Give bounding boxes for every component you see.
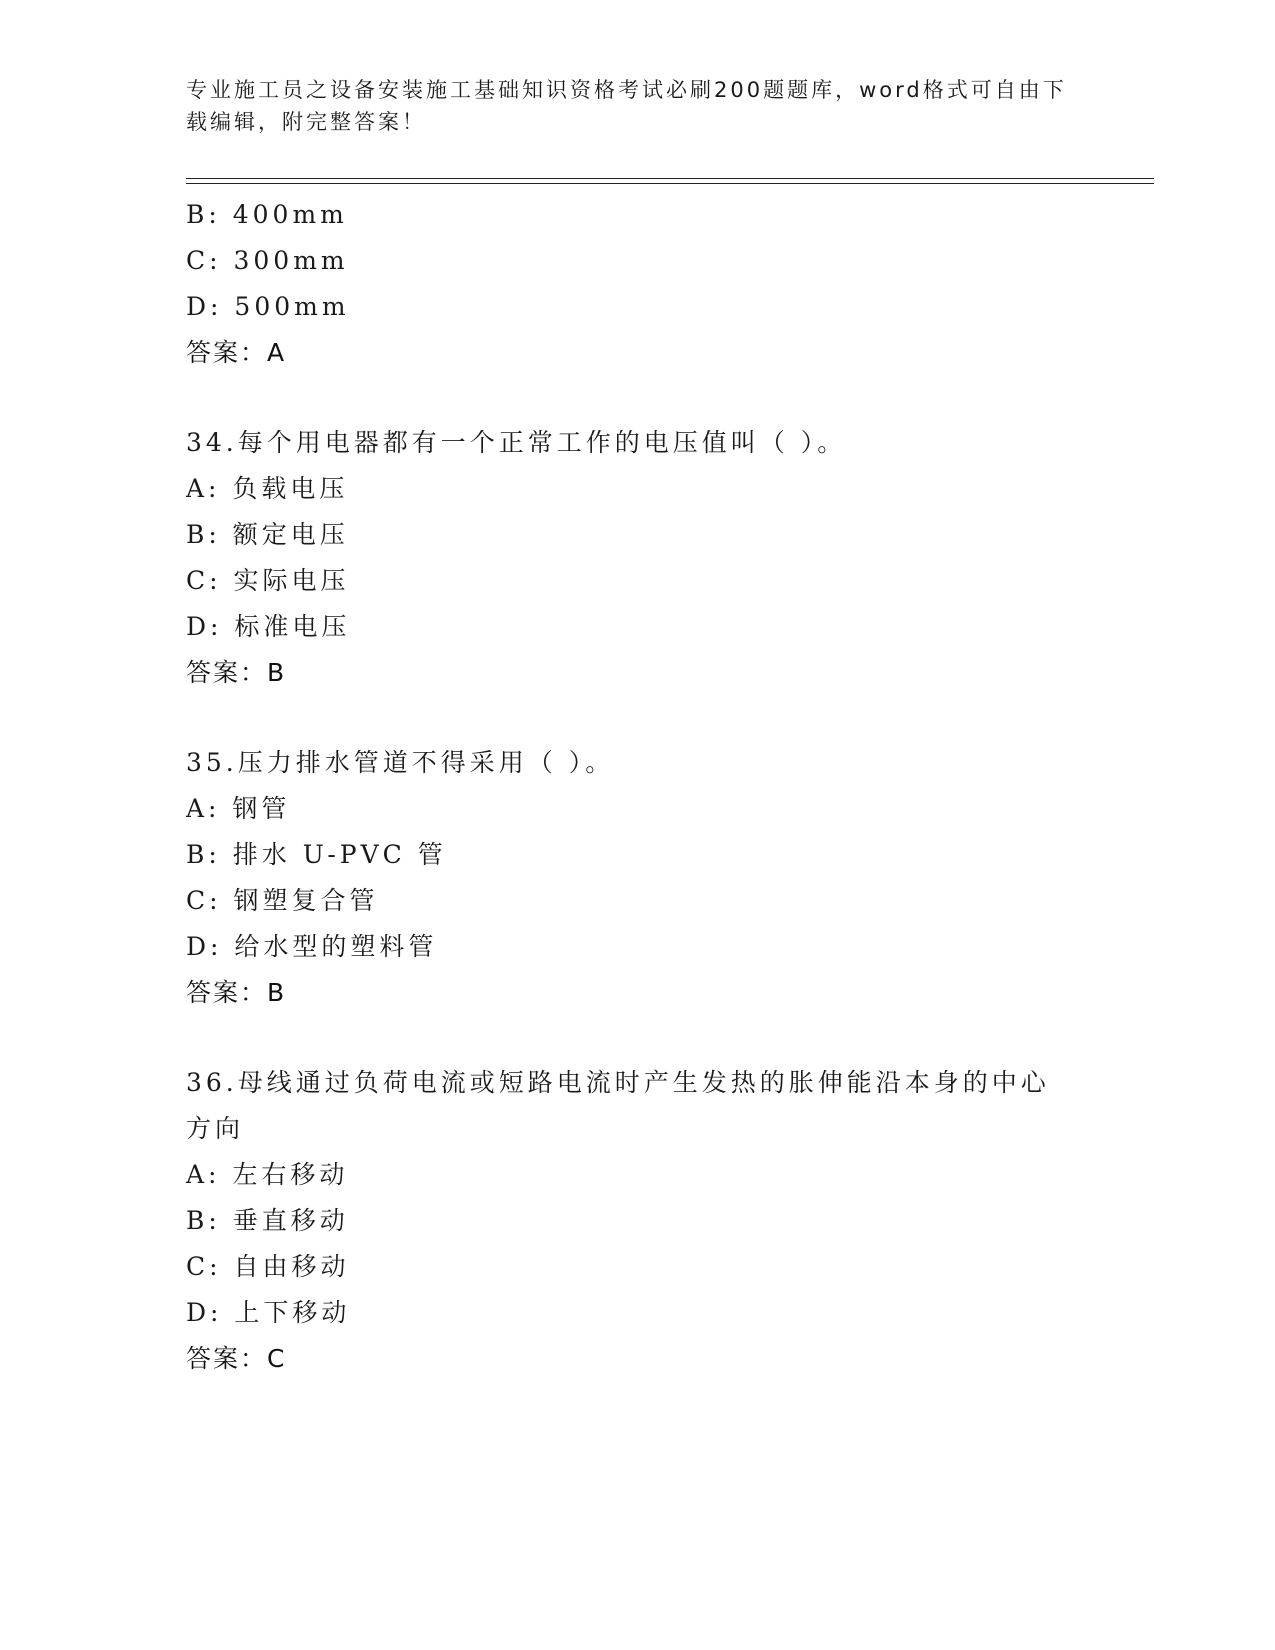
option-b: B: 400mm (186, 200, 348, 229)
answer-label: 答案：A (186, 338, 287, 367)
option-a: A: 左右移动 (186, 1160, 349, 1189)
question-text: 34.每个用电器都有一个正常工作的电压值叫（ ）。 (186, 428, 847, 457)
question-list (186, 192, 1086, 1382)
option-d: D: 500mm (186, 292, 350, 321)
option-a: A: 负载电压 (186, 474, 349, 503)
question-block-35 (186, 740, 1086, 1016)
option-b: B: 额定电压 (186, 520, 349, 549)
header-divider-top (186, 178, 1154, 179)
header-divider-bottom (186, 183, 1154, 184)
question-text: 36.母线通过负荷电流或短路电流时产生发热的胀伸能沿本身的中心方向 (186, 1068, 1050, 1143)
question-block-33 (186, 192, 1086, 376)
option-b: B: 排水 U-PVC 管 (186, 840, 447, 869)
option-c: C: 实际电压 (186, 566, 350, 595)
option-c: C: 300mm (186, 246, 349, 275)
answer-label: 答案：B (186, 658, 287, 687)
question-text: 35.压力排水管道不得采用（ ）。 (186, 748, 615, 777)
spacer (186, 376, 1086, 420)
question-block-34 (186, 420, 1086, 696)
spacer (186, 1016, 1086, 1060)
spacer (186, 696, 1086, 740)
option-d: D: 上下移动 (186, 1298, 351, 1327)
option-a: A: 钢管 (186, 794, 291, 823)
option-d: D: 标准电压 (186, 612, 351, 641)
option-d: D: 给水型的塑料管 (186, 932, 438, 961)
document-header: 专业施工员之设备安装施工基础知识资格考试必刷200题题库，word格式可自由下载编辑，附完整答案！ (186, 78, 1067, 134)
option-c: C: 钢塑复合管 (186, 886, 379, 915)
option-b: B: 垂直移动 (186, 1206, 349, 1235)
answer-label: 答案：B (186, 978, 287, 1007)
option-c: C: 自由移动 (186, 1252, 350, 1281)
answer-label: 答案：C (186, 1344, 287, 1373)
question-block-36 (186, 1060, 1086, 1382)
